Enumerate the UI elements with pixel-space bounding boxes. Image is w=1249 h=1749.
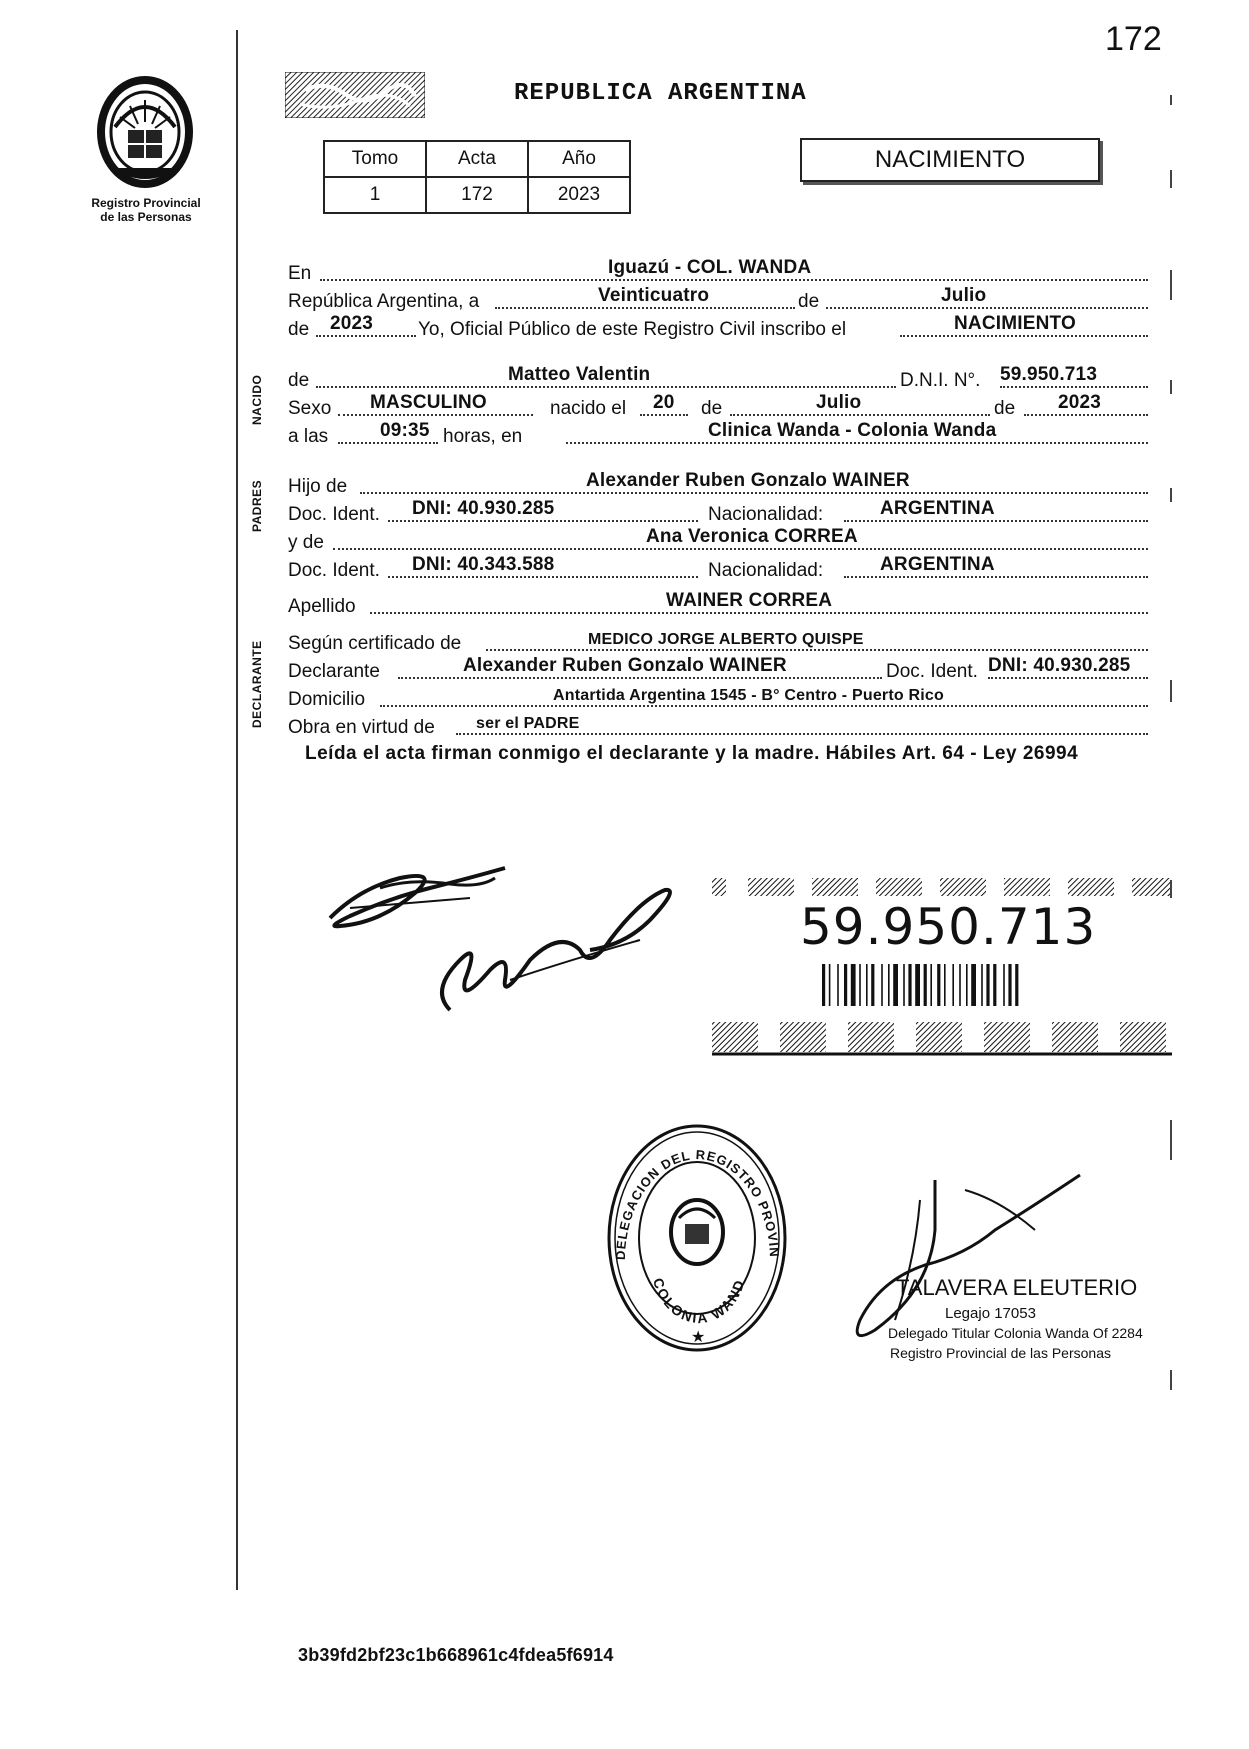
barcode-bar — [908, 964, 911, 1006]
side-label-padres: PADRES — [250, 479, 264, 532]
dotted-line — [826, 307, 1148, 309]
label-doc-ident-madre: Doc. Ident. — [288, 560, 380, 581]
label-doc-ident-declarante: Doc. Ident. — [886, 661, 978, 682]
barcode-bar — [851, 964, 856, 1006]
barcode-bar — [981, 964, 983, 1006]
value-madre: Ana Veronica CORREA — [646, 526, 858, 547]
side-label-declarante: DECLARANTE — [250, 640, 264, 728]
barcode-bar — [937, 964, 940, 1006]
dotted-line — [486, 649, 1148, 651]
value-dia-letras: Veinticuatro — [598, 285, 710, 306]
dotted-line — [338, 414, 533, 416]
text-inscribo: Yo, Oficial Público de este Registro Civil inscribo el — [418, 319, 847, 340]
value-year: 2023 — [330, 313, 374, 334]
row-hora — [288, 418, 1150, 448]
page-number: 172 — [1105, 20, 1162, 58]
row-en — [288, 255, 1150, 285]
value-padre-dni: DNI: 40.930.285 — [412, 498, 555, 519]
label-de: de — [798, 291, 820, 312]
label-y-de: y de — [288, 532, 324, 553]
row-certificado — [288, 625, 1150, 655]
dotted-line — [380, 705, 1148, 707]
value-nombre: Matteo Valentin — [508, 364, 651, 385]
security-band-top — [712, 876, 1172, 898]
dotted-line — [370, 612, 1148, 614]
scan-mark — [1170, 488, 1172, 502]
label-a-las: a las — [288, 426, 329, 447]
dni-number: 59.950.713 — [800, 898, 1097, 956]
barcode-bar — [986, 964, 989, 1006]
row-madre-doc — [288, 552, 1150, 582]
scan-mark — [1170, 380, 1172, 394]
label-dni: D.N.I. N°. — [900, 370, 981, 391]
dotted-line — [388, 576, 698, 578]
row-sexo — [288, 390, 1150, 420]
logo-caption-line-2: de las Personas — [100, 210, 192, 224]
dotted-line — [388, 520, 698, 522]
label-declarante: Declarante — [288, 661, 380, 682]
dotted-line — [1024, 414, 1148, 416]
dotted-line — [844, 520, 1148, 522]
barcode-bar — [866, 964, 868, 1006]
label-de-1: de — [701, 398, 723, 419]
logo-caption-line-1: Registro Provincial — [91, 196, 201, 210]
row-nombre — [288, 362, 1150, 392]
dotted-line — [320, 279, 1148, 281]
label-nacido-el: nacido el — [550, 398, 627, 419]
value-padre: Alexander Ruben Gonzalo WAINER — [586, 470, 910, 491]
barcode-bar — [1015, 964, 1018, 1006]
label-horas-en: horas, en — [443, 426, 523, 447]
label-sexo: Sexo — [288, 398, 332, 419]
value-madre-dni: DNI: 40.343.588 — [412, 554, 555, 575]
dotted-line — [398, 677, 882, 679]
record-table — [323, 140, 631, 214]
scan-mark — [1170, 1120, 1172, 1160]
official-name: TALAVERA ELEUTERIO — [896, 1275, 1138, 1300]
record-value-acta: 172 — [426, 177, 528, 213]
barcode-bar — [1003, 964, 1005, 1006]
dotted-line — [988, 677, 1148, 679]
label-de-2: de — [994, 398, 1016, 419]
row-apellido — [288, 588, 1150, 618]
row-domicilio — [288, 681, 1150, 711]
dotted-line — [900, 335, 1148, 337]
seal-inner-text: COLONIA WAND — [649, 1275, 748, 1327]
signature-oficial — [835, 1170, 1125, 1350]
dotted-line — [730, 414, 990, 416]
label-obra-en-virtud: Obra en virtud de — [288, 717, 435, 738]
value-year-nac: 2023 — [1058, 392, 1102, 413]
security-band-bottom — [712, 1018, 1172, 1058]
barcode-bar — [952, 964, 954, 1006]
barcode-bar — [888, 964, 890, 1006]
value-dni: 59.950.713 — [1000, 364, 1098, 385]
label-doc-ident: Doc. Ident. — [288, 504, 380, 525]
barcode-bar — [859, 964, 861, 1006]
barcode-bar — [881, 964, 883, 1006]
closing-statement: Leída el acta firman conmigo el declarante y la madre. Hábiles Art. 64 - Ley 26994 — [305, 743, 1079, 764]
scan-mark — [1170, 170, 1172, 188]
value-declarante-dni: DNI: 40.930.285 — [988, 655, 1131, 676]
scan-mark — [1170, 1370, 1172, 1390]
barcode-bar — [903, 964, 905, 1006]
document-hash: 3b39fd2bf23c1b668961c4fdea5f6914 — [298, 1645, 614, 1665]
barcode-bar — [837, 964, 839, 1006]
official-registro: Registro Provincial de las Personas — [890, 1345, 1111, 1361]
record-value-anio: 2023 — [528, 177, 630, 213]
barcode-bar — [844, 964, 847, 1006]
value-sexo: MASCULINO — [370, 392, 487, 413]
barcode-bar — [915, 964, 920, 1006]
value-declarante: Alexander Ruben Gonzalo WAINER — [463, 655, 787, 676]
value-apellido: WAINER CORREA — [666, 590, 833, 611]
value-obra: ser el PADRE — [476, 715, 580, 732]
dotted-line — [640, 414, 688, 416]
seal-outer-text: DELEGACION DEL REGISTRO PROVIN — [612, 1147, 783, 1261]
barcode-bar — [871, 964, 874, 1006]
barcode-bar — [924, 964, 927, 1006]
row-padre — [288, 468, 1150, 498]
dotted-line — [456, 733, 1148, 735]
barcode-bar — [966, 964, 968, 1006]
value-hora: 09:35 — [380, 420, 430, 441]
security-stamp-icon — [285, 72, 425, 118]
label-nacionalidad-madre: Nacionalidad: — [708, 560, 824, 581]
scan-mark — [1170, 880, 1172, 898]
record-header-acta: Acta — [426, 141, 528, 177]
barcode-icon — [822, 964, 1062, 1006]
row-padre-doc — [288, 496, 1150, 526]
label-hijo-de: Hijo de — [288, 476, 348, 497]
label-de-nombre: de — [288, 370, 310, 391]
record-header-tomo: Tomo — [324, 141, 426, 177]
barcode-bar — [822, 964, 825, 1006]
barcode-bar — [893, 964, 898, 1006]
value-lugar: Iguazú - COL. WANDA — [608, 257, 812, 278]
dotted-line — [495, 307, 795, 309]
document-title: REPUBLICA ARGENTINA — [514, 80, 807, 107]
logo-caption — [66, 196, 226, 224]
barcode-bar — [1008, 964, 1011, 1006]
dotted-line — [333, 548, 1148, 550]
official-legajo: Legajo 17053 — [945, 1305, 1036, 1322]
value-lugar-nac: Clinica Wanda - Colonia Wanda — [708, 420, 997, 441]
row-de-year — [288, 311, 1150, 341]
barcode-bar — [971, 964, 976, 1006]
barcode-bar — [930, 964, 932, 1006]
dotted-line — [316, 386, 896, 388]
margin-line — [236, 30, 238, 1590]
label-segun-certificado: Según certificado de — [288, 633, 462, 654]
official-cargo: Delegado Titular Colonia Wanda Of 2284 — [888, 1325, 1143, 1341]
scan-mark — [1170, 270, 1172, 300]
value-tipo-inscripcion: NACIMIENTO — [954, 313, 1076, 334]
dotted-line — [338, 442, 438, 444]
label-nacionalidad: Nacionalidad: — [708, 504, 824, 525]
value-mes: Julio — [941, 285, 987, 306]
value-madre-nac: ARGENTINA — [880, 554, 995, 575]
signature-madre — [410, 880, 690, 1020]
dotted-line — [566, 442, 1148, 444]
barcode-bar — [959, 964, 961, 1006]
record-header-anio: Año — [528, 141, 630, 177]
label-domicilio: Domicilio — [288, 689, 366, 710]
value-certificado: MEDICO JORGE ALBERTO QUISPE — [588, 631, 864, 648]
scan-mark — [1170, 680, 1172, 702]
value-dia: 20 — [653, 392, 675, 413]
barcode-bar — [993, 964, 996, 1006]
label-en: En — [288, 263, 312, 284]
barcode-bar — [944, 964, 946, 1006]
label-de-year: de — [288, 319, 310, 340]
row-obra — [288, 709, 1150, 739]
value-mes-nac: Julio — [816, 392, 862, 413]
dotted-line — [1000, 386, 1148, 388]
value-domicilio: Antartida Argentina 1545 - B° Centro - Puerto Rico — [553, 687, 944, 704]
dotted-line — [844, 576, 1148, 578]
value-padre-nac: ARGENTINA — [880, 498, 995, 519]
record-value-tomo: 1 — [324, 177, 426, 213]
row-declarante — [288, 653, 1150, 683]
barcode-bar — [829, 964, 831, 1006]
provincia-de-misiones-crest-icon — [90, 72, 200, 192]
side-label-nacido: NACIDO — [250, 374, 264, 425]
row-madre — [288, 524, 1150, 554]
record-type-box: NACIMIENTO — [800, 138, 1100, 182]
dotted-line — [316, 335, 416, 337]
dotted-line — [360, 492, 1148, 494]
label-republica: República Argentina, a — [288, 291, 480, 312]
svg-text:★: ★ — [691, 1327, 706, 1346]
row-republica — [288, 283, 1150, 313]
scan-mark — [1170, 95, 1172, 105]
official-seal — [605, 1120, 790, 1355]
label-apellido: Apellido — [288, 596, 356, 617]
